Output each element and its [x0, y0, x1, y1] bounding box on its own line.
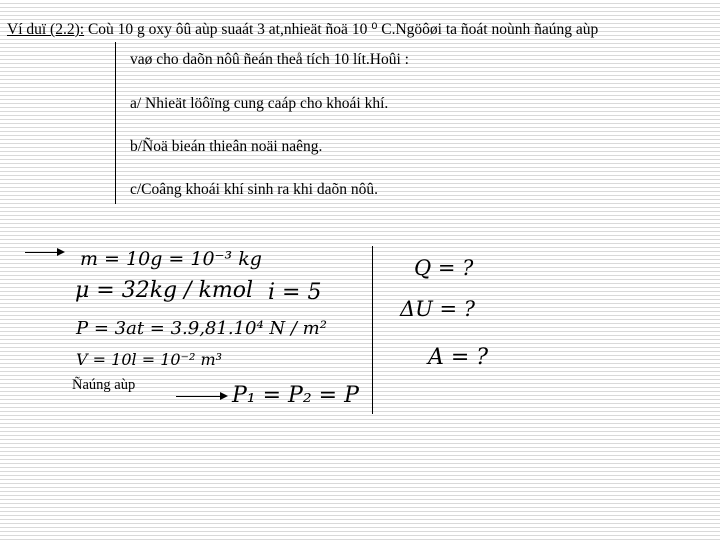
problem-statement-line1: Coù 10 g oxy ôû aùp suaát 3 at,nhieät ñoä 10 ⁰ C.Ngöôøi ta ñoát noùnh ñaúng aùp [84, 21, 599, 38]
process-label: Ñaúng aùp [72, 377, 136, 393]
given-molar-mass: μ = 32kg / kmol [75, 278, 253, 303]
find-internal-energy: ΔU = ? [400, 297, 476, 321]
process-arrow-icon [176, 396, 226, 397]
problem-statement-line2: vaø cho daõn nôû ñeán theå tích 10 lít.Hoûi : [130, 51, 409, 68]
given-pressure: P = 3at = 3.9,81.10⁴ N / m² [76, 318, 327, 339]
statement-divider [115, 42, 116, 204]
given-arrow-icon [25, 252, 63, 253]
given-degrees-of-freedom: i = 5 [268, 280, 322, 305]
question-a: a/ Nhieät löôïng cung caáp cho khoái khí. [130, 95, 389, 112]
given-find-divider [372, 246, 373, 414]
question-b: b/Ñoä bieán thieân noäi naêng. [130, 138, 323, 155]
process-equation: P₁ = P₂ = P [232, 383, 359, 408]
find-work: A = ? [428, 345, 489, 370]
given-volume: V = 10l = 10⁻² m³ [76, 350, 223, 369]
problem-title-line [7, 20, 598, 39]
question-c: c/Coâng khoái khí sinh ra khi daõn nôû. [130, 181, 378, 198]
given-mass: m = 10g = 10⁻³ kg [80, 248, 262, 270]
find-heat: Q = ? [414, 256, 474, 280]
example-label: Ví duï (2.2): [7, 21, 85, 38]
